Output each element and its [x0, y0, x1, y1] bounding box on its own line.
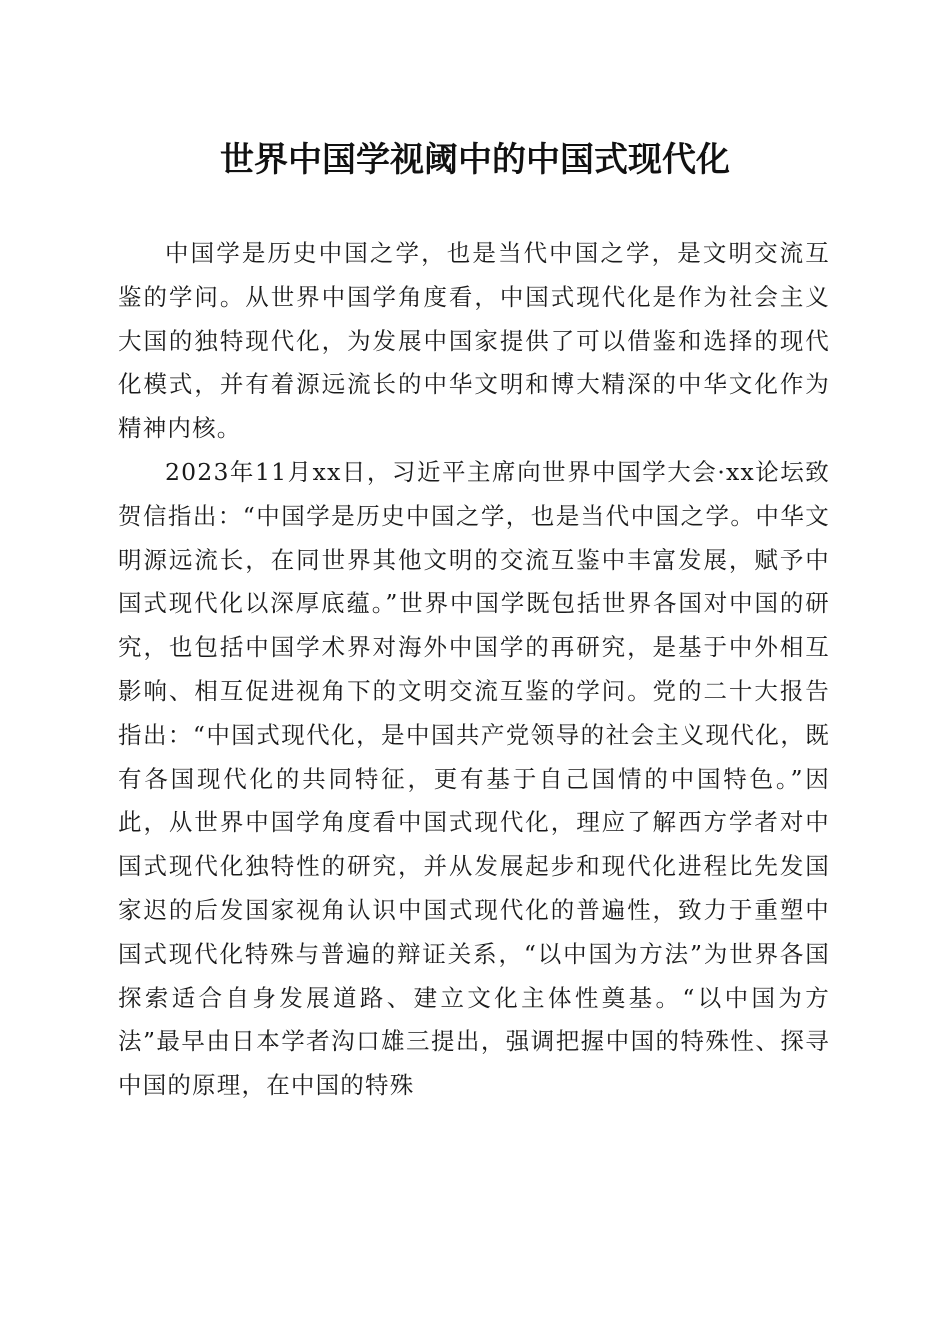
- paragraph-congratulatory-letter: 2023年11月xx日，习近平主席向世界中国学大会·xx论坛致贺信指出：“中国学是历史中国之学，也是当代中国之学。中华文明源远流长，在同世界其他文明的交流互鉴中丰富发展，赋予中国式现代化以深厚底蕴。”世界中国学既包括世界各国对中国的研究，也包括中国学术界对海外中国学的再研究，是基于中外相互影响、相互促进视角下的文明交流互鉴的学问。党的二十大报告指出：“中国式现代化，是中国共产党领导的社会主义现代化，既有各国现代化的共同特征，更有基于自己国情的中国特色。”因此，从世界中国学角度看中国式现代化，理应了解西方学者对中国式现代化独特性的研究，并从发展起步和现代化进程比先发国家迟的后发国家视角认识中国式现代化的普遍性，致力于重塑中国式现代化特殊与普遍的辩证关系，“以中国为方法”为世界各国探索适合自身发展道路、建立文化主体性奠基。“以中国为方法”最早由日本学者沟口雄三提出，强调把握中国的特殊性、探寻中国的原理，在中国的特殊: [118, 457, 830, 1100]
- document-title: 世界中国学视阈中的中国式现代化: [220, 140, 730, 180]
- document-body: [118, 232, 830, 1108]
- paragraph-intro: 中国学是历史中国之学，也是当代中国之学，是文明交流互鉴的学问。从世界中国学角度看，中国式现代化是作为社会主义大国的独特现代化，为发展中国家提供了可以借鉴和选择的现代化模式，并有着源远流长的中华文明和博大精深的中华文化作为精神内核。: [118, 239, 830, 443]
